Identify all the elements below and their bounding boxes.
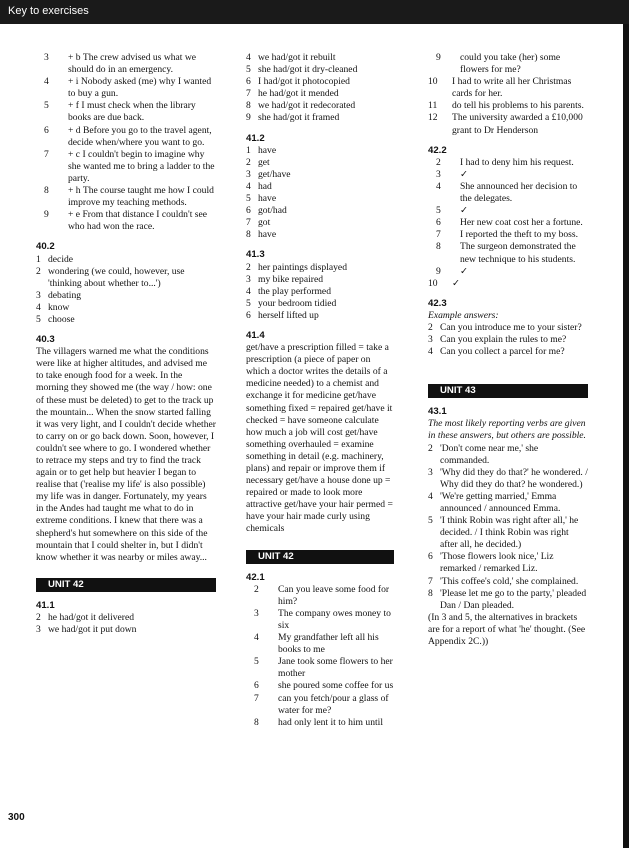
section-heading-40-3: 40.3 [36, 334, 55, 346]
list-item: 3 debating [36, 289, 82, 301]
list-item: 2 Can you leave some food for him? [254, 583, 390, 607]
list-item: 11 do tell his problems to his parents. [428, 100, 584, 112]
list-item: 8 'Please let me go to the party,' pleaded Dan / Dan pleaded. [428, 587, 587, 611]
list-40-1-continued [36, 52, 216, 233]
list-item: 3 my bike repaired [246, 273, 323, 285]
list-item: 2 Can you introduce me to your sister? [428, 321, 582, 333]
page-edge-strip [623, 24, 629, 848]
list-item: 6 she poured some coffee for us [254, 680, 394, 692]
list-item: 2 he had/got it delivered [36, 611, 135, 623]
list-item: 12 The university awarded a £10,000 grant to Dr Henderson [428, 112, 583, 136]
example-intro: Example answers: [428, 309, 499, 321]
list-item: 1 decide [36, 253, 74, 265]
list-item: 8 had only lent it to him until [254, 716, 383, 728]
list-item: 3 Can you explain the rules to me? [428, 334, 567, 346]
unit-bar: UNIT 43 [428, 384, 588, 398]
paragraph-41-4: get/have a prescription filled = take a prescription (a piece of paper on which a doctor writes the details of a medicine needed) to a chemist and exchange it for medicine get/have something fixed = repaired get/have it checked = have someone calculate how much a job will cost get/have something overhauled = examine something in detail (e.g. machinery, plans) and repair or improve them if necessary get/have a house done up = repaired or made to look more attractive get/have your hair permed = have your hair made curly using chemicals [246, 342, 393, 535]
list-item: 6 I had/got it photocopied [246, 76, 350, 88]
list-item: 4 + i Nobody asked (me) why I wanted to buy a gun. [44, 76, 212, 100]
list-item: 7 + c I couldn't begin to imagine why she wanted me to bring a ladder to the party. [44, 148, 215, 184]
list-item: 3 ✓ [436, 168, 469, 180]
header-title: Key to exercises [8, 5, 89, 17]
section-heading-41-3: 41.3 [246, 249, 265, 261]
list-item: 3 we had/got it put down [36, 624, 137, 636]
list-item: 9 ✓ [436, 265, 469, 277]
list-item: 4 we had/got it rebuilt [246, 52, 336, 63]
list-item: 4 Can you collect a parcel for me? [428, 346, 565, 358]
section-heading-41-4: 41.4 [246, 329, 265, 341]
list-item: 7 he had/got it mended [246, 88, 339, 100]
list-item: 4 the play performed [246, 285, 331, 297]
list-item: 5 she had/got it dry-cleaned [246, 64, 358, 76]
list-item: 3 The company owes money to six [254, 607, 391, 631]
column-1 [36, 52, 216, 636]
section-heading-40-2: 40.2 [36, 241, 55, 253]
paragraph-40-3: The villagers warned me what the conditions were like at higher altitudes, and advised me to take enough food for a week. In the morning they showed me (the way / how: one of these must be deleted) to get to the track up the mountain... When the snow started falling it was very light, and I couldn't decide whether to carry on or go back down. Soon, however, I couldn't see where to go. I wondered whether to retrace my steps and try to find the track again or to get help but heavier I began to realise that ('realise my life' is also possible) my life was in danger. Fortunately, my years in the Andes had taught me what to do in extreme conditions. I knew that there was a shepherd's hut somewhere on this side of the mountain that I could shelter in, but I didn't know whether it was nearby or miles away... [36, 346, 216, 563]
list-item: 7 'This coffee's cold,' she complained. [428, 575, 579, 587]
list-item: 5 ✓ [436, 205, 469, 217]
list-item: 4 My grandfather left all his books to me [254, 632, 379, 656]
list-item: 2 'Don't come near me,' she commanded. [428, 442, 539, 466]
section-heading-41-1: 41.1 [36, 599, 55, 611]
list-item: 4 know [36, 301, 70, 313]
list-item: 9 could you take (her) some flowers for me? [436, 52, 561, 76]
list-item: 8 have [246, 229, 277, 241]
list-item: 5 + f I must check when the library books are due back. [44, 100, 196, 124]
list-item: 7 got [246, 217, 271, 229]
section-heading-42-1: 42.1 [246, 571, 265, 583]
list-item: 3 'Why did they do that?' he wondered. / Why did they do that? he wondered.) [428, 466, 588, 490]
list-item: 3 get/have [246, 168, 291, 180]
list-item: 6 Her new coat cost her a fortune. [436, 217, 583, 229]
unit-bar: UNIT 42 [246, 550, 394, 564]
list-item: 4 She announced her decision to the delegates. [436, 180, 578, 205]
list-item: 5 'I think Robin was right after all,' he decided. / I think Robin was right after all, he decided.) [428, 515, 579, 551]
list-item: 10 I had to write all her Christmas cards for her. [428, 76, 572, 100]
list-item: 2 get [246, 156, 270, 168]
list-item: 4 'We're getting married,' Emma announced / announced Emma. [428, 490, 561, 514]
list-item: 4 had [246, 180, 272, 192]
section-heading-42-2: 42.2 [428, 144, 447, 156]
list-item: 5 Jane took some flowers to her mother [254, 656, 393, 680]
list-item: 8 we had/got it redecorated [246, 100, 356, 112]
section-heading-43-1: 43.1 [428, 406, 447, 418]
list-item: 7 I reported the theft to my boss. [436, 229, 579, 241]
list-item: 6 got/had [246, 205, 287, 217]
unit-bar: UNIT 42 [36, 578, 216, 592]
list-item: 5 have [246, 193, 277, 205]
column-2 [246, 52, 394, 729]
column-3 [428, 52, 588, 648]
section-heading-41-2: 41.2 [246, 132, 265, 144]
page-header [0, 0, 629, 24]
list-item: 9 + e From that distance I couldn't see who had won the race. [44, 209, 208, 233]
list-item: 2 her paintings displayed [246, 261, 347, 273]
list-item: 8 The surgeon demonstrated the new technique to his students. [436, 241, 576, 265]
list-item: 5 your bedroom tidied [246, 297, 337, 309]
list-item: 10 ✓ [428, 277, 461, 289]
section-heading-42-3: 42.3 [428, 297, 447, 309]
list-item: 2 I had to deny him his request. [436, 156, 574, 168]
list-item: 6 'Those flowers look nice,' Liz remarked / remarked Liz. [428, 551, 554, 575]
list-item: 1 have [246, 144, 277, 156]
intro-43-1: The most likely reporting verbs are given in these answers, but others are possible. [428, 418, 586, 442]
list-item: 6 herself lifted up [246, 309, 319, 321]
list-item: 2 wondering (we could, however, use 'thinking about whether to...') [36, 265, 185, 289]
page-number: 300 [8, 812, 25, 823]
list-item: 3 + b The crew advised us what we should do in an emergency. [44, 52, 197, 76]
list-item: 6 + d Before you go to the travel agent, decide when/where you want to go. [44, 124, 212, 148]
list-item: 9 she had/got it framed [246, 112, 340, 124]
list-item: 5 choose [36, 313, 75, 325]
list-item: 7 can you fetch/pour a glass of water for me? [254, 692, 389, 716]
note-43-1: (In 3 and 5, the alternatives in brackets are for a report of what 'he' thought. (See Appendix 2C.)) [428, 611, 586, 648]
list-item: 8 + h The course taught me how I could improve my teaching methods. [44, 185, 214, 209]
